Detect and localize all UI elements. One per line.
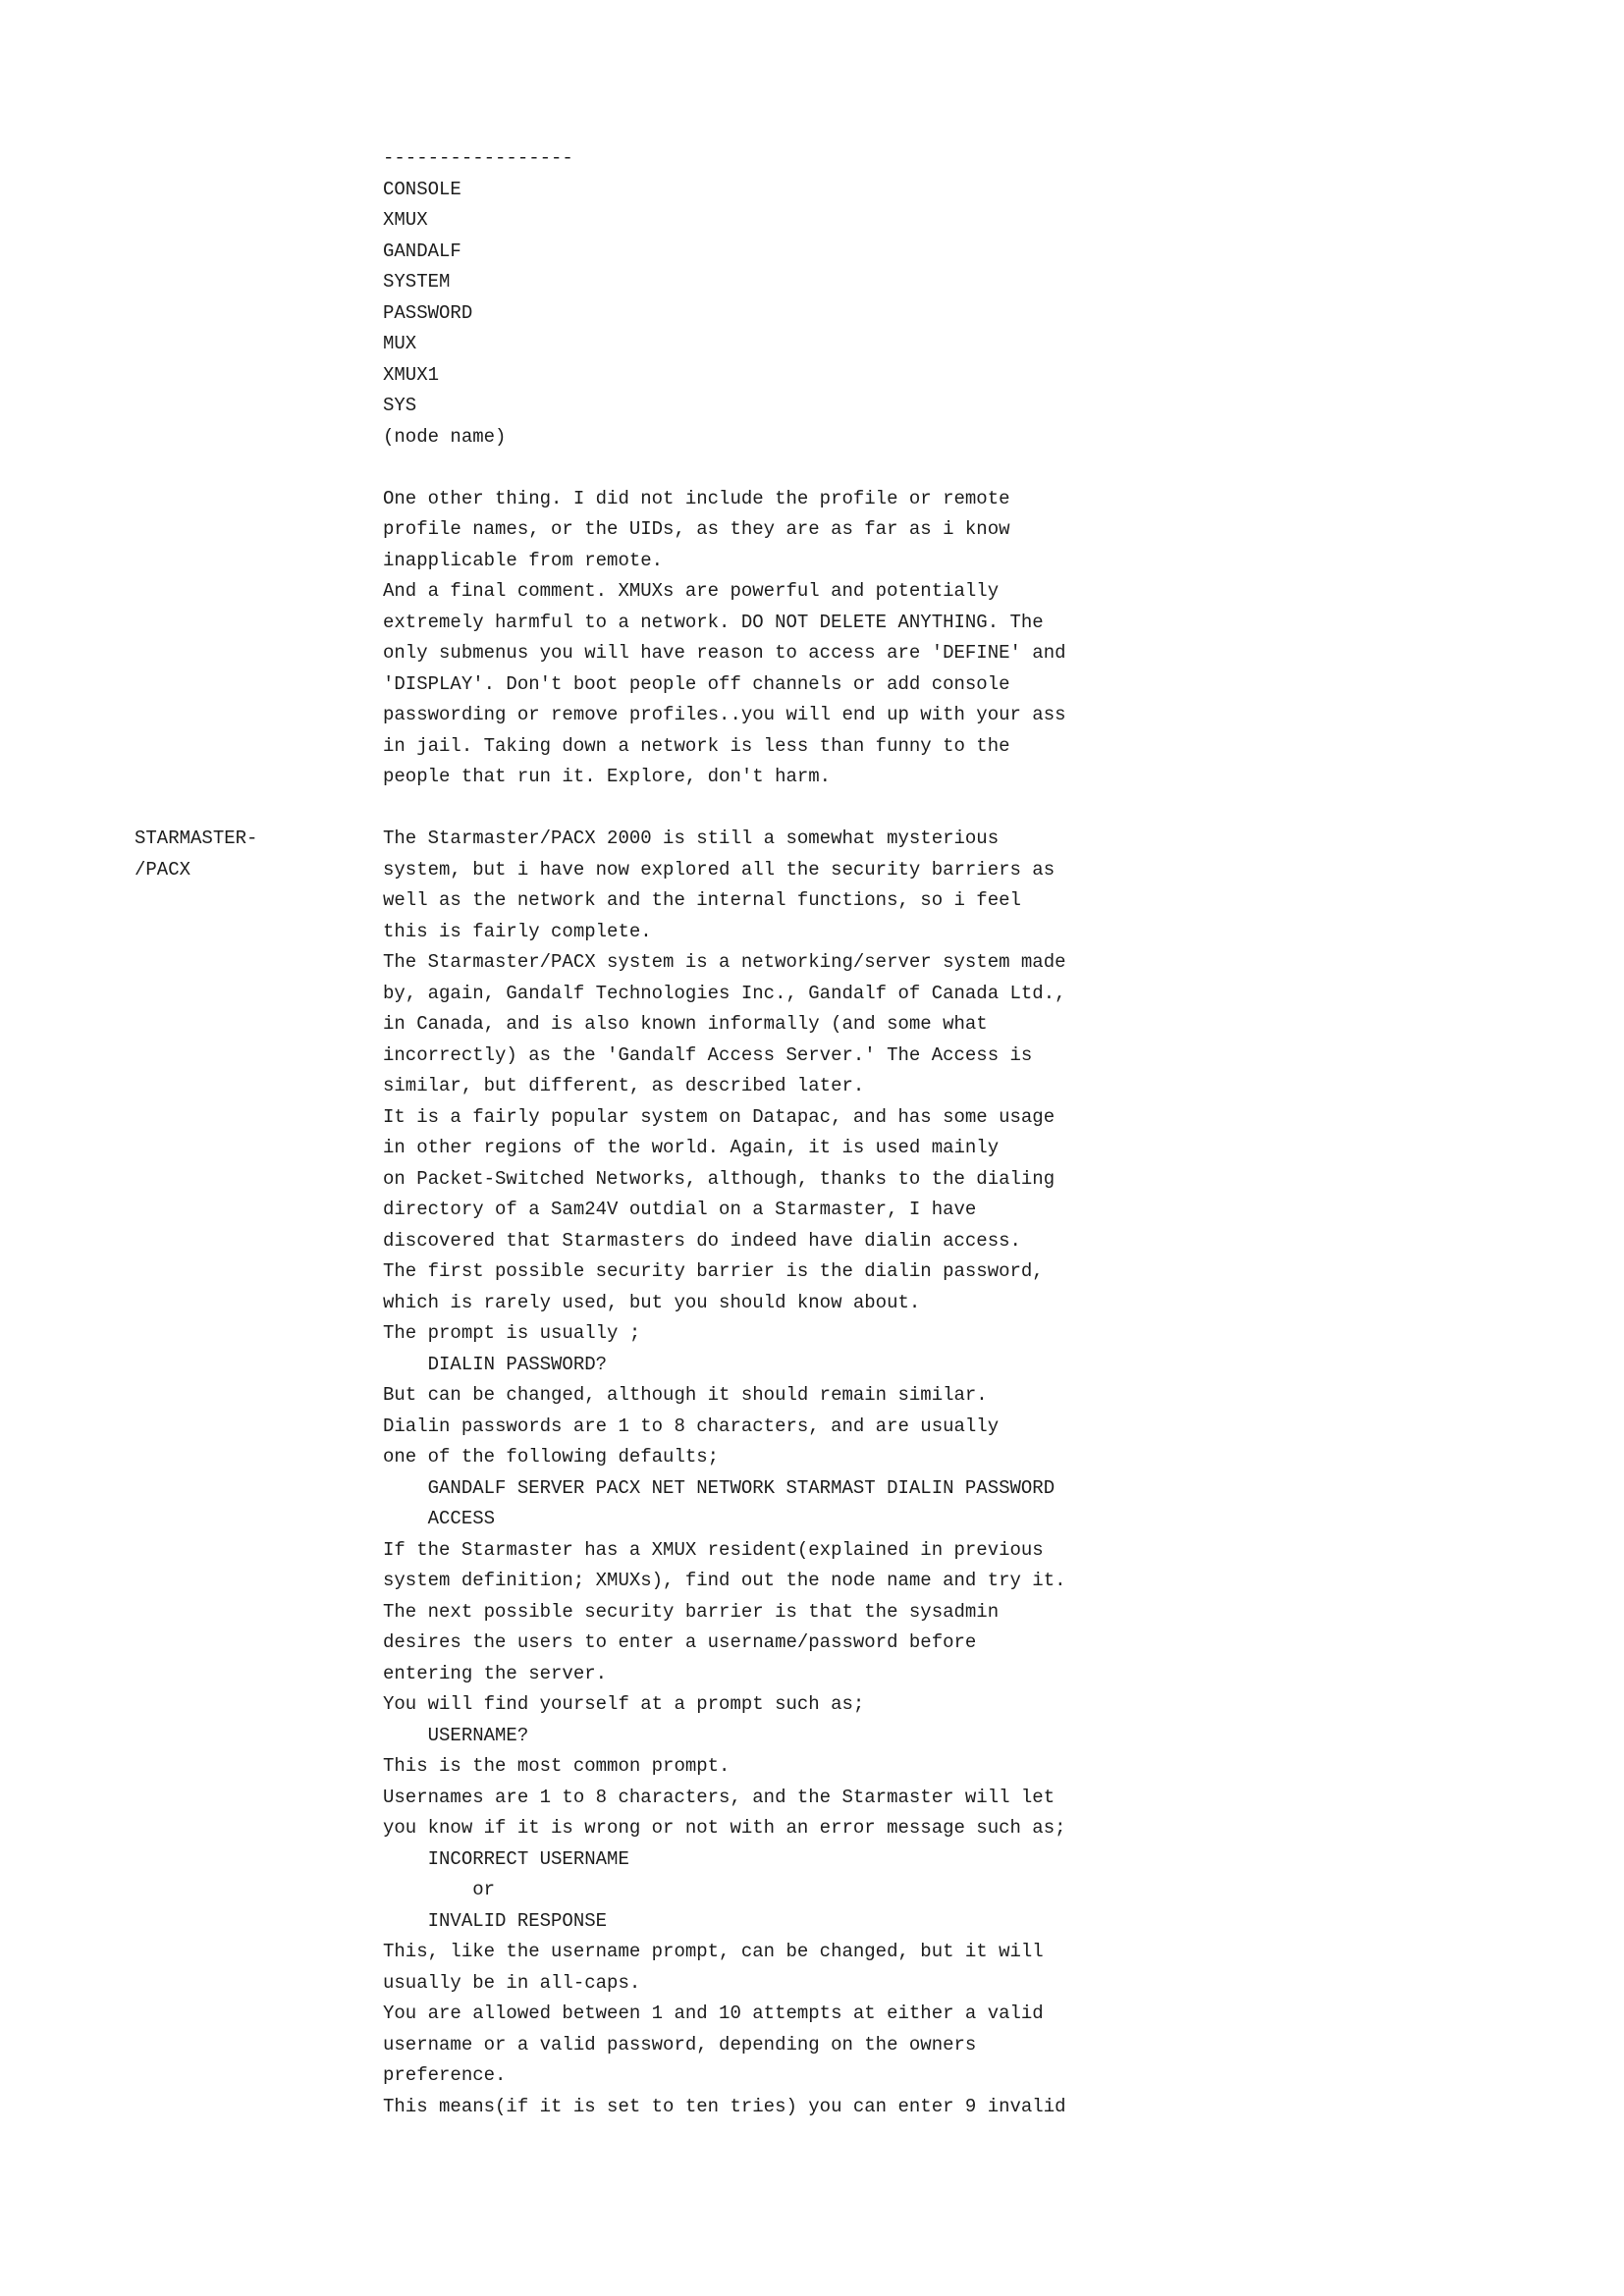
text-line: people that run it. Explore, don't harm.: [383, 766, 832, 787]
text-line: GANDALF: [383, 240, 461, 262]
text-line: This is the most common prompt.: [383, 1755, 731, 1777]
text-line: ACCESS: [383, 1508, 496, 1529]
text-line: system, but i have now explored all the security barriers as: [383, 858, 1056, 881]
section-xmux-defaults: [135, 143, 1066, 793]
text-line: The Starmaster/PACX 2000 is still a somewhat mysterious: [383, 828, 1000, 849]
text-line: this is fairly complete.: [383, 920, 652, 942]
text-line: (node name): [383, 425, 507, 448]
text-line: SYSTEM: [383, 271, 451, 293]
text-line: XMUX1: [383, 363, 440, 386]
section-label-line: /PACX: [135, 858, 191, 881]
text-line: INVALID RESPONSE: [383, 1909, 608, 1932]
text-line: entering the server.: [383, 1662, 608, 1684]
text-line: Dialin passwords are 1 to 8 characters, and are usually: [383, 1415, 1000, 1437]
text-line: system definition; XMUXs), find out the node name and try it.: [383, 1570, 1066, 1591]
text-line: [383, 453, 1066, 484]
text-line: This, like the username prompt, can be changed, but it will: [383, 1941, 1044, 1962]
text-line: And a final comment. XMUXs are powerful and potentially: [383, 580, 1000, 602]
text-line: INCORRECT USERNAME: [383, 1847, 629, 1870]
text-line: one of the following defaults;: [383, 1446, 720, 1468]
text-line: The Starmaster/PACX system is a networking/server system made: [383, 951, 1066, 973]
text-line: If the Starmaster has a XMUX resident(explained in previous: [383, 1538, 1044, 1561]
text-line: in jail. Taking down a network is less than funny to the: [383, 734, 1010, 757]
text-line: It is a fairly popular system on Datapac, and has some usage: [383, 1105, 1056, 1128]
text-line: usually be in all-caps.: [383, 1971, 641, 1994]
section-starmaster-pacx: [135, 824, 1066, 2122]
text-line: CONSOLE: [383, 178, 461, 200]
text-line: One other thing. I did not include the profile or remote: [383, 487, 1010, 509]
text-line: You are allowed between 1 and 10 attempts at either a valid: [383, 2002, 1044, 2024]
text-line: The next possible security barrier is that the sysadmin: [383, 1600, 1000, 1623]
text-line: only submenus you will have reason to access are 'DEFINE' and: [383, 642, 1066, 664]
text-line: similar, but different, as described later.: [383, 1075, 865, 1096]
text-line: preference.: [383, 2064, 507, 2086]
text-line: in Canada, and is also known informally (and some what: [383, 1013, 988, 1035]
document-body: [135, 143, 1066, 2122]
text-line: desires the users to enter a username/password before: [383, 1631, 977, 1653]
text-line: You will find yourself at a prompt such as;: [383, 1693, 865, 1715]
text-line: well as the network and the internal functions, so i feel: [383, 889, 1021, 911]
text-line: profile names, or the UIDs, as they are as far as i know: [383, 518, 1010, 540]
text-line: directory of a Sam24V outdial on a Starmaster, I have: [383, 1199, 977, 1220]
text-line: username or a valid password, depending on the owners: [383, 2033, 977, 2056]
text-line: you know if it is wrong or not with an error message such as;: [383, 1817, 1066, 1839]
text-line: The prompt is usually ;: [383, 1322, 641, 1344]
text-line: XMUX: [383, 209, 428, 231]
text-line: extremely harmful to a network. DO NOT DELETE ANYTHING. The: [383, 611, 1044, 633]
text-line: or: [383, 1879, 496, 1900]
text-line: -----------------: [383, 147, 573, 169]
text-line: Usernames are 1 to 8 characters, and the Starmaster will let: [383, 1786, 1056, 1808]
text-line: incorrectly) as the 'Gandalf Access Server.' The Access is: [383, 1043, 1033, 1066]
text-line: inapplicable from remote.: [383, 549, 664, 571]
text-line: discovered that Starmasters do indeed have dialin access.: [383, 1229, 1021, 1252]
text-line: in other regions of the world. Again, it is used mainly: [383, 1137, 1000, 1158]
text-line: DIALIN PASSWORD?: [383, 1353, 608, 1375]
text-line: by, again, Gandalf Technologies Inc., Gandalf of Canada Ltd.,: [383, 982, 1066, 1004]
text-line: MUX: [383, 333, 417, 354]
text-line: But can be changed, although it should remain similar.: [383, 1384, 988, 1406]
text-line: This means(if it is set to ten tries) you can enter 9 invalid: [383, 2095, 1066, 2117]
text-line: 'DISPLAY'. Don't boot people off channels or add console: [383, 672, 1010, 695]
section-text: [383, 143, 1066, 793]
text-line: The first possible security barrier is the dialin password,: [383, 1260, 1044, 1282]
text-line: SYS: [383, 395, 417, 416]
section-label-line: STARMASTER-: [135, 828, 258, 849]
text-line: PASSWORD: [383, 301, 473, 324]
text-line: on Packet-Switched Networks, although, thanks to the dialing: [383, 1167, 1056, 1190]
text-line: passwording or remove profiles..you will end up with your ass: [383, 704, 1066, 725]
section-text: [383, 824, 1066, 2122]
section-label: [135, 824, 383, 885]
text-line: USERNAME?: [383, 1724, 529, 1746]
text-line: GANDALF SERVER PACX NET NETWORK STARMAST DIALIN PASSWORD: [383, 1476, 1056, 1499]
text-line: which is rarely used, but you should know about.: [383, 1291, 921, 1313]
